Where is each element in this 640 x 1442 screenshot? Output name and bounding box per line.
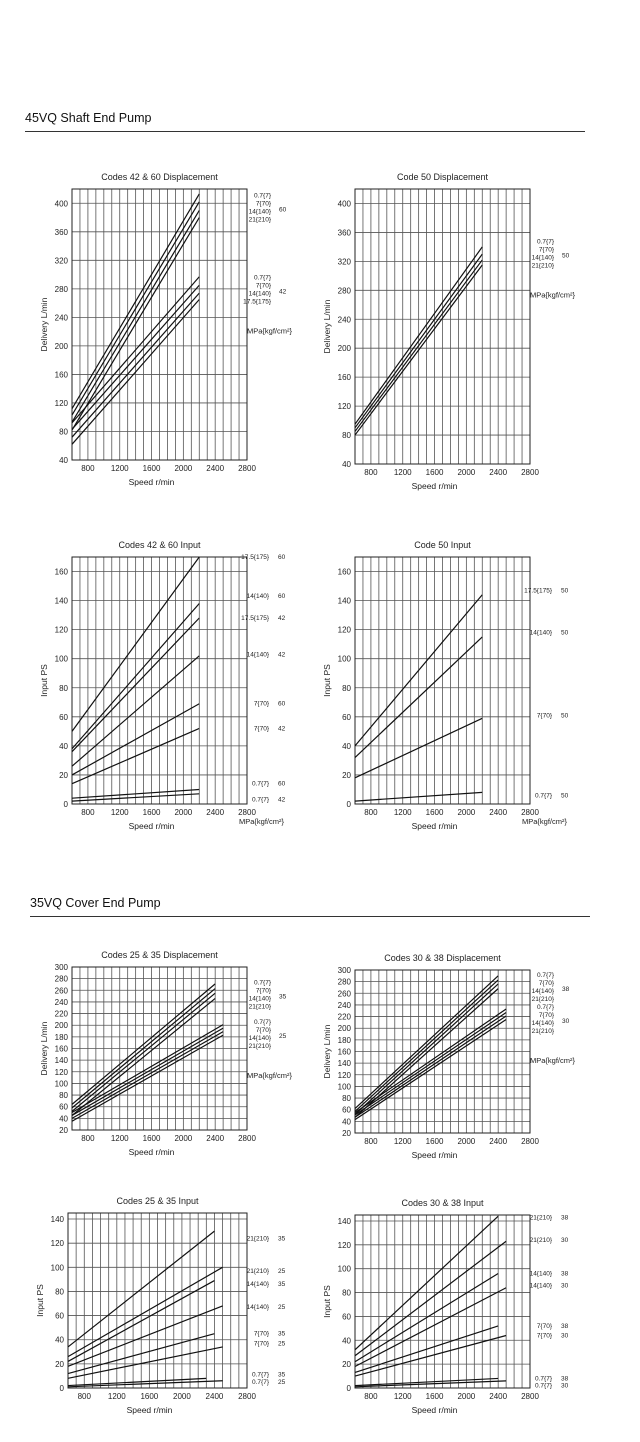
code-label: 30 [561,1382,569,1390]
code-label: 35 [279,993,287,1001]
x-tick-label: 2400 [206,808,225,817]
pressure-label: 0.7{7} [537,971,554,979]
pressure-label: 0.7{7} [535,792,552,800]
x-tick-label: 800 [81,808,95,817]
x-axis-label: Speed r/min [411,1405,458,1415]
y-tick-label: 260 [54,986,68,996]
chart-title: Code 50 Displacement [396,172,489,182]
unit-label: MPa{kgf/cm²} [239,817,285,826]
code-label: 38 [562,985,570,993]
x-tick-label: 1200 [393,1137,412,1146]
y-tick-label: 0 [346,1384,351,1393]
y-tick-label: 200 [337,1024,351,1034]
code-label: 30 [562,1018,570,1026]
pressure-label: 21{210} [531,1028,554,1036]
x-tick-label: 2400 [206,464,225,473]
y-tick-label: 100 [50,1263,64,1273]
y-tick-label: 80 [59,1091,68,1101]
x-tick-label: 2000 [457,1137,476,1146]
pressure-label: 21{210} [246,1235,269,1243]
code-label: 25 [278,1267,286,1275]
pressure-label: 17.5{175} [241,615,269,623]
pressure-label: 7{70} [253,1340,269,1348]
y-tick-label: 240 [54,313,68,323]
chart-title: Codes 42 & 60 Displacement [101,172,218,182]
x-tick-label: 2000 [457,808,476,817]
x-tick-label: 2800 [238,464,256,473]
y-tick-label: 80 [342,1288,351,1298]
pressure-label: 21{210} [531,262,554,270]
x-tick-label: 1600 [425,468,444,477]
pressure-label: 0.7{7} [252,1378,269,1386]
code-label: 42 [278,615,286,623]
y-tick-label: 20 [59,770,68,780]
y-tick-label: 80 [342,683,351,693]
pressure-label: 14{140} [531,1020,554,1028]
pressure-label: 14{140} [531,987,554,995]
x-tick-label: 2400 [489,468,508,477]
unit-label: MPa{kgf/cm²} [522,817,568,826]
y-tick-label: 100 [54,654,68,664]
pressure-label: 0.7{7} [537,1004,554,1012]
pressure-label: 7{70} [255,282,271,290]
pressure-label: 7{70} [538,979,554,987]
pressure-label: 0.7{7} [254,1019,271,1027]
y-tick-label: 100 [337,654,351,664]
y-tick-label: 60 [342,712,351,722]
x-axis-label: Speed r/min [126,1405,173,1415]
y-tick-label: 120 [337,402,351,412]
x-axis-label: Speed r/min [128,1147,175,1157]
pressure-label: 7{70} [538,1012,554,1020]
pressure-label: 17.5{175} [524,587,552,595]
y-tick-label: 220 [54,1009,68,1019]
y-tick-label: 60 [59,712,68,722]
code-label: 42 [279,288,287,296]
series-line [355,1241,506,1356]
y-tick-label: 240 [54,997,68,1007]
x-tick-label: 2400 [489,1137,508,1146]
code-label: 42 [278,725,286,733]
pressure-label: 0.7{7} [535,1375,552,1383]
pressure-label: 7{70} [253,1330,269,1338]
x-tick-label: 2800 [521,1392,539,1401]
pressure-label: 14{140} [248,995,271,1003]
y-axis-label: Delivery L/min [322,299,332,354]
y-tick-label: 140 [50,1215,64,1225]
code-label: 60 [278,780,286,788]
y-tick-label: 40 [342,460,351,469]
pressure-label: 21{210} [246,1267,269,1275]
x-tick-label: 2000 [174,808,193,817]
y-tick-label: 40 [342,1117,351,1127]
y-tick-label: 180 [54,1032,68,1042]
code-label: 42 [278,651,286,659]
x-tick-label: 1200 [393,808,412,817]
y-tick-label: 240 [337,315,351,325]
y-tick-label: 200 [54,1021,68,1031]
x-tick-label: 2400 [206,1134,225,1143]
code-label: 30 [561,1237,569,1245]
y-tick-label: 400 [54,199,68,209]
pressure-label: 21{210} [248,1003,271,1011]
y-tick-label: 280 [54,974,68,984]
code-label: 25 [278,1340,286,1348]
chart-title: Codes 25 & 35 Displacement [101,950,218,960]
pressure-label: 14{140} [246,1281,269,1289]
y-tick-label: 80 [55,1287,64,1297]
x-tick-label: 2800 [521,468,539,477]
code-label: 35 [278,1330,286,1338]
y-tick-label: 80 [59,683,68,693]
pressure-label: 21{210} [248,216,271,224]
series-line [355,1336,506,1377]
y-axis-label: Delivery L/min [322,1024,332,1079]
x-axis-label: Speed r/min [411,481,458,491]
y-tick-label: 320 [54,256,68,266]
pressure-label: 0.7{7} [254,192,271,200]
y-tick-label: 60 [55,1311,64,1321]
pressure-label: 7{70} [255,200,271,208]
y-axis-label: Input PS [39,664,49,697]
x-tick-label: 1200 [110,808,129,817]
y-axis-label: Delivery L/min [39,1021,49,1076]
unit-label: MPa{kgf/cm²} [247,326,293,336]
pressure-label: 0.7{7} [252,1371,269,1379]
y-tick-label: 280 [337,286,351,296]
y-tick-label: 40 [55,1335,64,1345]
y-tick-label: 320 [337,257,351,267]
section-title-45vq: 45VQ Shaft End Pump [25,111,152,125]
y-axis-label: Input PS [322,664,332,697]
x-tick-label: 2000 [174,464,193,473]
pressure-label: 7{70} [253,725,269,733]
y-tick-label: 120 [337,1070,351,1080]
unit-label: MPa{kgf/cm²} [247,1071,293,1081]
y-tick-label: 20 [342,1129,351,1138]
y-tick-label: 80 [59,427,68,437]
unit-label: MPa{kgf/cm²} [530,290,576,300]
pressure-label: 0.7{7} [254,274,271,282]
y-tick-label: 40 [59,456,68,465]
y-tick-label: 160 [337,373,351,383]
y-tick-label: 60 [342,1312,351,1322]
code-label: 50 [561,712,569,720]
y-tick-label: 120 [337,1240,351,1250]
code-label: 30 [561,1332,569,1340]
pressure-label: 14{140} [246,593,269,601]
y-tick-label: 20 [55,1359,64,1369]
y-tick-label: 40 [342,741,351,751]
x-tick-label: 1600 [142,464,161,473]
x-tick-label: 1200 [393,1392,412,1401]
x-tick-label: 2400 [205,1392,224,1401]
x-tick-label: 800 [364,468,378,477]
code-label: 35 [278,1371,286,1379]
x-tick-label: 2000 [457,1392,476,1401]
y-tick-label: 60 [342,1105,351,1115]
pressure-label: 7{70} [255,1027,271,1035]
x-axis-label: Speed r/min [411,821,458,831]
y-tick-label: 360 [54,227,68,237]
y-tick-label: 280 [54,284,68,294]
x-tick-label: 800 [364,1137,378,1146]
y-tick-label: 160 [54,1044,68,1054]
y-tick-label: 20 [342,1360,351,1370]
pressure-label: 14{140} [531,254,554,262]
y-tick-label: 140 [54,1056,68,1066]
x-tick-label: 1600 [142,1134,161,1143]
y-tick-label: 0 [59,1384,64,1393]
code-label: 42 [278,796,286,804]
code-label: 38 [561,1214,569,1222]
x-tick-label: 800 [77,1392,91,1401]
y-tick-label: 220 [337,1012,351,1022]
y-tick-label: 20 [59,1126,68,1135]
y-tick-label: 100 [337,1264,351,1274]
section-title-35vq: 35VQ Cover End Pump [30,896,161,910]
code-label: 30 [561,1282,569,1290]
x-axis-label: Speed r/min [411,1150,458,1160]
y-axis-label: Input PS [322,1285,332,1318]
y-tick-label: 140 [337,596,351,606]
code-label: 50 [561,587,569,595]
y-tick-label: 140 [337,1059,351,1069]
code-label: 25 [278,1304,286,1312]
pressure-label: 0.7{7} [252,780,269,788]
x-tick-label: 1600 [425,1392,444,1401]
pressure-label: 0.7{7} [537,238,554,246]
pressure-label: 17.5{175} [243,298,271,306]
x-tick-label: 1200 [110,464,129,473]
y-tick-label: 60 [59,1102,68,1112]
code-label: 50 [561,792,569,800]
pressure-label: 14{140} [248,1035,271,1043]
code-label: 25 [279,1033,287,1041]
x-tick-label: 2000 [173,1392,191,1401]
x-tick-label: 2000 [174,1134,193,1143]
pressure-label: 0.7{7} [535,1382,552,1390]
chart-title: Codes 25 & 35 Input [116,1196,199,1206]
x-tick-label: 1600 [140,1392,159,1401]
y-tick-label: 0 [346,800,351,809]
x-axis-label: Speed r/min [128,477,175,487]
y-tick-label: 360 [337,228,351,238]
pressure-label: 14{140} [529,629,552,637]
y-tick-label: 120 [50,1239,64,1249]
pressure-label: 14{140} [246,651,269,659]
y-tick-label: 160 [337,567,351,577]
pressure-label: 7{70} [536,712,552,720]
y-tick-label: 120 [54,398,68,408]
x-tick-label: 1600 [425,1137,444,1146]
chart-title: Codes 30 & 38 Displacement [384,953,501,963]
code-label: 25 [278,1378,286,1386]
y-tick-label: 300 [337,966,351,975]
x-tick-label: 800 [364,1392,378,1401]
x-tick-label: 2800 [238,1392,256,1401]
x-tick-label: 2800 [521,808,539,817]
y-tick-label: 40 [342,1336,351,1346]
x-tick-label: 800 [364,808,378,817]
x-tick-label: 800 [81,1134,95,1143]
y-tick-label: 40 [59,1114,68,1124]
code-label: 35 [278,1281,286,1289]
y-tick-label: 160 [54,370,68,380]
x-tick-label: 2400 [489,808,508,817]
y-tick-label: 100 [54,1079,68,1089]
pressure-label: 0.7{7} [252,796,269,804]
x-tick-label: 2400 [489,1392,508,1401]
y-tick-label: 180 [337,1035,351,1045]
code-label: 38 [561,1375,569,1383]
pressure-label: 14{140} [248,290,271,298]
pressure-label: 21{210} [248,1043,271,1051]
y-tick-label: 80 [342,1094,351,1104]
code-label: 50 [562,252,570,260]
x-tick-label: 1200 [110,1134,129,1143]
code-label: 60 [279,206,287,214]
pressure-label: 7{70} [536,1332,552,1340]
pressure-label: 7{70} [255,987,271,995]
y-axis-label: Delivery L/min [39,297,49,352]
code-label: 60 [278,554,286,561]
y-tick-label: 240 [337,1000,351,1010]
series-line [355,1288,506,1367]
pressure-label: 14{140} [529,1282,552,1290]
code-label: 60 [278,593,286,601]
code-label: 35 [278,1235,286,1243]
pressure-label: 21{210} [531,995,554,1003]
x-axis-label: Speed r/min [128,821,175,831]
pressure-label: 14{140} [248,208,271,216]
code-label: 60 [278,700,286,708]
y-tick-label: 300 [54,963,68,972]
x-tick-label: 1200 [107,1392,126,1401]
pressure-label: 7{70} [536,1322,552,1330]
x-tick-label: 2800 [238,808,256,817]
x-tick-label: 2800 [521,1137,539,1146]
y-tick-label: 120 [54,1067,68,1077]
pressure-label: 14{140} [529,1270,552,1278]
pressure-label: 17.5{175} [241,554,269,561]
x-tick-label: 1200 [393,468,412,477]
y-tick-label: 160 [337,1047,351,1057]
chart-title: Codes 42 & 60 Input [118,540,201,550]
y-tick-label: 20 [342,770,351,780]
grid [355,1215,530,1388]
y-tick-label: 200 [54,341,68,351]
x-tick-label: 2800 [238,1134,256,1143]
y-tick-label: 120 [54,625,68,635]
chart-title: Code 50 Input [414,540,471,550]
y-tick-label: 260 [337,989,351,999]
y-tick-label: 100 [337,1082,351,1092]
y-tick-label: 80 [342,431,351,441]
code-label: 50 [561,629,569,637]
code-label: 38 [561,1322,569,1330]
pressure-label: 7{70} [253,700,269,708]
y-tick-label: 400 [337,199,351,209]
pressure-label: 14{140} [246,1304,269,1312]
pressure-label: 0.7{7} [254,979,271,987]
y-tick-label: 280 [337,977,351,987]
x-tick-label: 1600 [142,808,161,817]
y-tick-label: 140 [54,596,68,606]
y-tick-label: 120 [337,625,351,635]
chart-title: Codes 30 & 38 Input [401,1198,484,1208]
code-label: 38 [561,1270,569,1278]
x-tick-label: 800 [81,464,95,473]
y-tick-label: 200 [337,344,351,354]
y-tick-label: 0 [63,800,68,809]
y-tick-label: 40 [59,741,68,751]
pressure-label: 21{210} [529,1214,552,1222]
pressure-label: 21{210} [529,1237,552,1245]
unit-label: MPa{kgf/cm²} [530,1056,576,1066]
y-axis-label: Input PS [35,1284,45,1317]
y-tick-label: 140 [337,1216,351,1226]
x-tick-label: 1600 [425,808,444,817]
y-tick-label: 160 [54,567,68,577]
pressure-label: 7{70} [538,246,554,254]
x-tick-label: 2000 [457,468,476,477]
